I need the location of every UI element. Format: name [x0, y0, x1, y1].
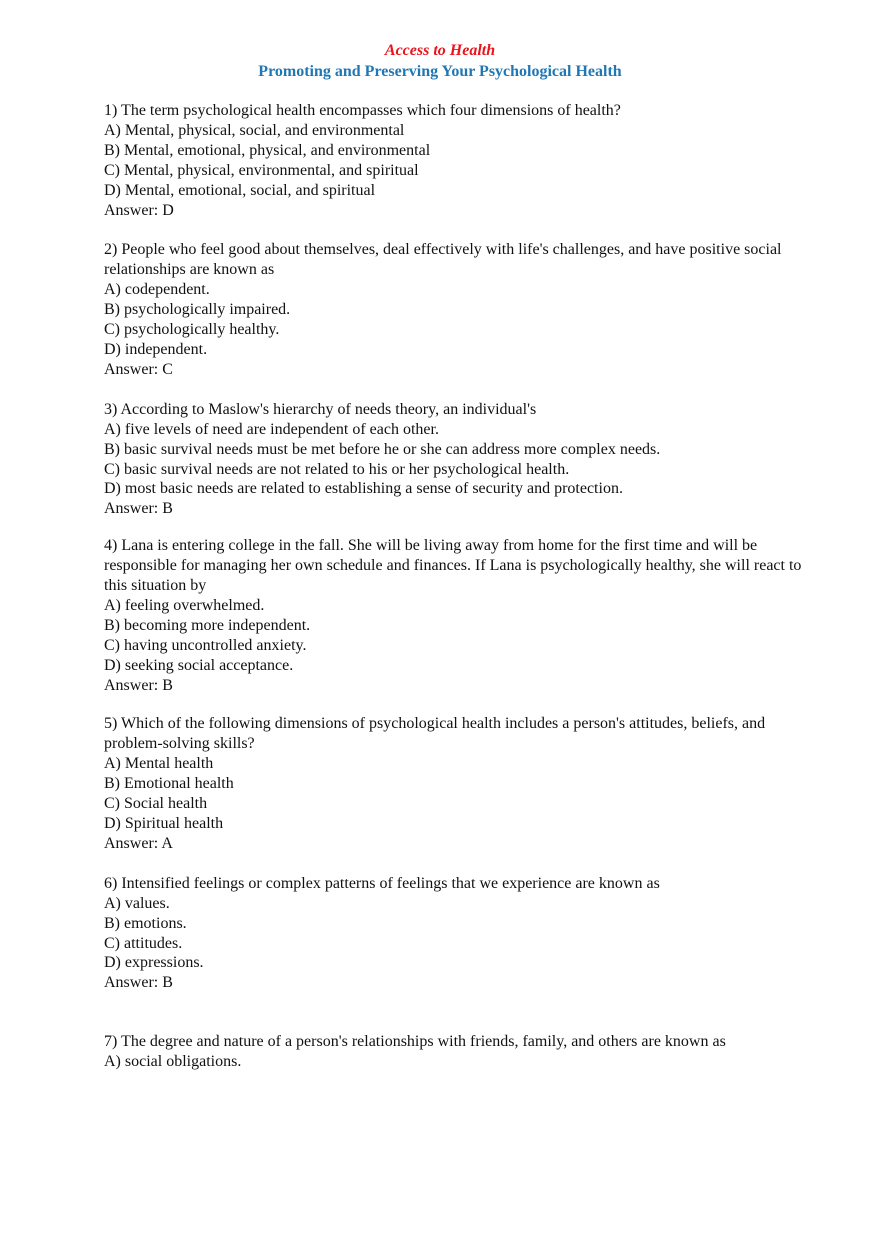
answer-key: Answer: A — [104, 834, 173, 852]
question-1 — [104, 101, 804, 220]
answer-key: Answer: C — [104, 360, 173, 378]
question-4 — [104, 536, 804, 695]
answer-option-c: C) attitudes. — [104, 934, 183, 952]
answer-option-b: B) psychologically impaired. — [104, 301, 291, 319]
answer-option-d: D) independent. — [104, 340, 208, 358]
answer-option-b: B) Mental, emotional, physical, and environmental — [104, 141, 431, 159]
question-stem: 1) The term psychological health encompasses which four dimensions of health? — [104, 102, 621, 119]
answer-option-a: A) values. — [104, 894, 170, 912]
question-stem: 5) Which of the following dimensions of psychological health includes a person's attitudes, beliefs, and problem-solving skills? — [104, 715, 766, 753]
answer-option-b: B) Emotional health — [104, 775, 234, 793]
answer-option-c: C) basic survival needs are not related to his or her psychological health. — [104, 460, 570, 478]
answer-option-c: C) psychologically healthy. — [104, 321, 280, 339]
answer-option-d: D) seeking social acceptance. — [104, 656, 294, 674]
question-stem: 3) According to Maslow's hierarchy of needs theory, an individual's — [104, 400, 537, 418]
answer-option-a: A) social obligations. — [104, 1053, 242, 1071]
question-3 — [104, 400, 804, 519]
document-subtitle: Promoting and Preserving Your Psychological Health — [258, 63, 622, 80]
answer-option-d: D) Spiritual health — [104, 815, 224, 832]
answer-option-c: C) Mental, physical, environmental, and spiritual — [104, 161, 419, 179]
question-2 — [104, 240, 804, 379]
answer-option-d: D) Mental, emotional, social, and spiritual — [104, 181, 376, 199]
answer-option-a: A) Mental health — [104, 755, 214, 773]
answer-option-d: D) most basic needs are related to establishing a sense of security and protection. — [104, 480, 623, 498]
question-list — [104, 101, 804, 1072]
question-7 — [104, 1032, 804, 1072]
answer-option-a: A) five levels of need are independent of each other. — [104, 420, 439, 438]
answer-option-b: B) basic survival needs must be met before he or she can address more complex needs. — [104, 440, 661, 458]
answer-option-a: A) codependent. — [104, 281, 210, 299]
answer-option-c: C) having uncontrolled anxiety. — [104, 636, 307, 654]
answer-option-d: D) expressions. — [104, 954, 204, 972]
answer-key: Answer: D — [104, 201, 174, 219]
answer-option-a: A) feeling overwhelmed. — [104, 596, 265, 614]
answer-option-a: A) Mental, physical, social, and environmental — [104, 121, 405, 139]
document-title: Access to Health — [384, 42, 496, 59]
answer-option-b: B) becoming more independent. — [104, 616, 311, 634]
document-header — [0, 41, 880, 82]
question-stem: 4) Lana is entering college in the fall. She will be living away from home for the first time and will be responsible for managing her own schedule and finances. If Lana is psychologically healthy, she will react to this situation by — [104, 537, 802, 595]
question-stem: 2) People who feel good about themselves, deal effectively with life's challenges, and have positive social relationships are known as — [104, 241, 782, 279]
answer-key: Answer: B — [104, 500, 173, 518]
answer-option-c: C) Social health — [104, 795, 208, 813]
question-stem: 6) Intensified feelings or complex patterns of feelings that we experience are known as — [104, 874, 660, 892]
answer-key: Answer: B — [104, 974, 173, 992]
answer-key: Answer: B — [104, 676, 173, 694]
question-stem: 7) The degree and nature of a person's relationships with friends, family, and others are known as — [104, 1033, 726, 1051]
question-5 — [104, 714, 804, 853]
question-6 — [104, 874, 804, 993]
answer-option-b: B) emotions. — [104, 914, 187, 932]
